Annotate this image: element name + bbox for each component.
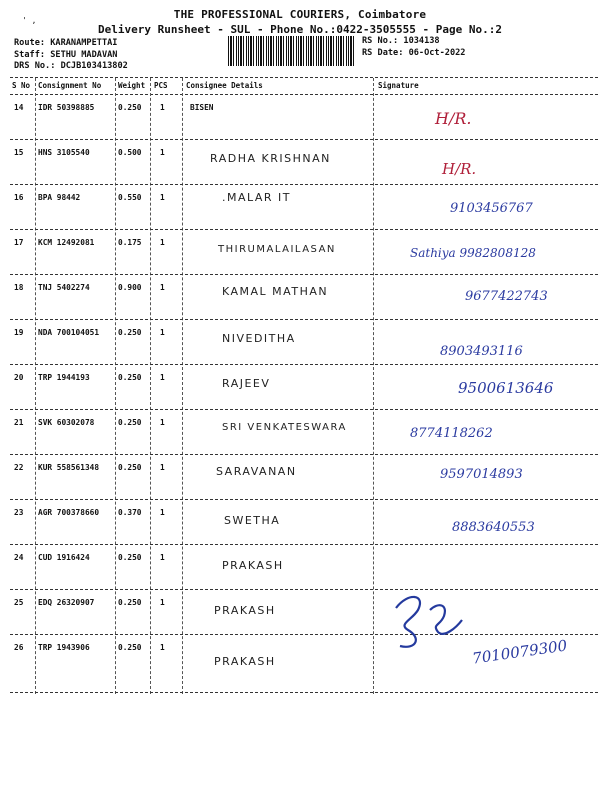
row-pcs: 1 [160, 373, 165, 382]
row-pcs: 1 [160, 598, 165, 607]
row-consignment: TRP 1944193 [38, 373, 90, 382]
row-consignee: RADHA KRISHNAN [210, 152, 331, 165]
table-header [10, 78, 598, 94]
row-pcs: 1 [160, 508, 165, 517]
row-sno: 26 [14, 643, 24, 652]
row-weight: 0.250 [118, 553, 142, 562]
col-signature-header: Signature [378, 81, 419, 90]
row-consignment: BPA 98442 [38, 193, 81, 202]
row-signature: 9677422743 [465, 289, 548, 304]
row-consignment: TNJ 5402274 [38, 283, 90, 292]
row-signature: 9103456767 [450, 201, 533, 216]
row-consignee: BISEN [190, 103, 214, 112]
row-signature: 8903493116 [440, 344, 523, 359]
row-sno: 17 [14, 238, 24, 247]
row-consignee: NIVEDITHA [222, 332, 296, 345]
row-signature: H/R. [435, 109, 472, 128]
row-consignee: PRAKASH [214, 655, 276, 668]
row-consignment: EDQ 26320907 [38, 598, 95, 607]
row-pcs: 1 [160, 103, 165, 112]
row-pcs: 1 [160, 238, 165, 247]
rs-date: RS Date: 06-Oct-2022 [362, 47, 466, 58]
row-weight: 0.550 [118, 193, 142, 202]
col-consignment-header: Consignment No [38, 81, 102, 90]
row-signature: 8774118262 [410, 426, 493, 441]
row-signature: H/R. [442, 160, 477, 178]
runsheet-title: Delivery Runsheet - SUL - Phone No.:0422-3505555 - Page No.:2 [98, 23, 502, 36]
table-row [10, 365, 598, 410]
row-signature: Sathiya 9982808128 [410, 246, 536, 260]
row-weight: 0.250 [118, 463, 142, 472]
signature-flourish [378, 580, 478, 660]
table-row [10, 455, 598, 500]
row-consignee: .MALAR IT [222, 191, 292, 204]
runsheet-meta-left [14, 38, 128, 73]
table-row [10, 95, 598, 140]
corner-mark: ' , [22, 16, 37, 25]
row-consignee: SRI VENKATESWARA [222, 422, 347, 433]
row-consignee: SWETHA [224, 514, 281, 527]
row-signature: 8883640553 [452, 520, 535, 535]
row-pcs: 1 [160, 148, 165, 157]
row-divider [10, 692, 598, 693]
table-row [10, 140, 598, 185]
row-sno: 23 [14, 508, 24, 517]
rs-number: RS No.: 1034138 [362, 36, 440, 46]
row-sno: 21 [14, 418, 24, 427]
row-pcs: 1 [160, 283, 165, 292]
row-consignment: NDA 700104051 [38, 328, 100, 337]
row-consignee: SARAVANAN [216, 465, 297, 478]
row-pcs: 1 [160, 553, 165, 562]
row-signature: 9597014893 [440, 467, 523, 482]
row-sno: 20 [14, 373, 24, 382]
table-row [10, 185, 598, 230]
row-consignment: SVK 60302078 [38, 418, 95, 427]
row-weight: 0.370 [118, 508, 142, 517]
row-weight: 0.900 [118, 283, 142, 292]
runsheet-meta-right [362, 36, 465, 59]
table-row [10, 410, 598, 455]
row-sno: 22 [14, 463, 24, 472]
row-consignment: HNS 3105540 [38, 148, 90, 157]
row-sno: 18 [14, 283, 24, 292]
row-weight: 0.250 [118, 328, 142, 337]
staff-label: Staff: SETHU MADAVAN [14, 49, 118, 60]
row-consignment: CUD 1916424 [38, 553, 90, 562]
row-weight: 0.250 [118, 418, 142, 427]
row-weight: 0.250 [118, 103, 142, 112]
route-label: Route: KARANAMPETTAI [14, 38, 118, 48]
row-sno: 24 [14, 553, 24, 562]
col-pcs-header: PCS [154, 81, 168, 90]
row-consignment: KCM 12492081 [38, 238, 95, 247]
table-row [10, 545, 598, 590]
table-row [10, 275, 598, 320]
row-consignment: IDR 50398885 [38, 103, 95, 112]
row-sno: 14 [14, 103, 24, 112]
row-weight: 0.250 [118, 643, 142, 652]
row-pcs: 1 [160, 193, 165, 202]
row-consignee: PRAKASH [214, 604, 276, 617]
row-weight: 0.175 [118, 238, 142, 247]
row-consignee: RAJEEV [222, 377, 271, 390]
row-sno: 16 [14, 193, 24, 202]
row-consignee: THIRUMALAILASAN [218, 244, 336, 255]
row-sno: 19 [14, 328, 24, 337]
table-row [10, 590, 598, 635]
row-sno: 15 [14, 148, 24, 157]
table-row [10, 635, 598, 693]
row-consignment: KUR 558561348 [38, 463, 100, 472]
table-row [10, 230, 598, 275]
row-signature: 9500613646 [458, 379, 554, 397]
row-pcs: 1 [160, 418, 165, 427]
row-signature: 7010079300 [471, 636, 569, 668]
drs-label: DRS No.: DCJB103413802 [14, 61, 128, 71]
row-sno: 25 [14, 598, 24, 607]
col-consignee-header: Consignee Details [186, 81, 263, 90]
col-weight-header: Weight [118, 81, 146, 90]
company-title: THE PROFESSIONAL COURIERS, Coimbatore [173, 8, 427, 21]
row-pcs: 1 [160, 463, 165, 472]
row-pcs: 1 [160, 643, 165, 652]
row-weight: 0.500 [118, 148, 142, 157]
row-pcs: 1 [160, 328, 165, 337]
row-consignee: KAMAL MATHAN [222, 285, 329, 298]
table-row [10, 500, 598, 545]
barcode-image [228, 36, 356, 66]
row-consignment: TRP 1943906 [38, 643, 90, 652]
row-weight: 0.250 [118, 373, 142, 382]
col-sno-header: S No [12, 81, 31, 90]
row-consignee: PRAKASH [222, 559, 284, 572]
row-weight: 0.250 [118, 598, 142, 607]
row-consignment: AGR 700378660 [38, 508, 100, 517]
table-row [10, 320, 598, 365]
